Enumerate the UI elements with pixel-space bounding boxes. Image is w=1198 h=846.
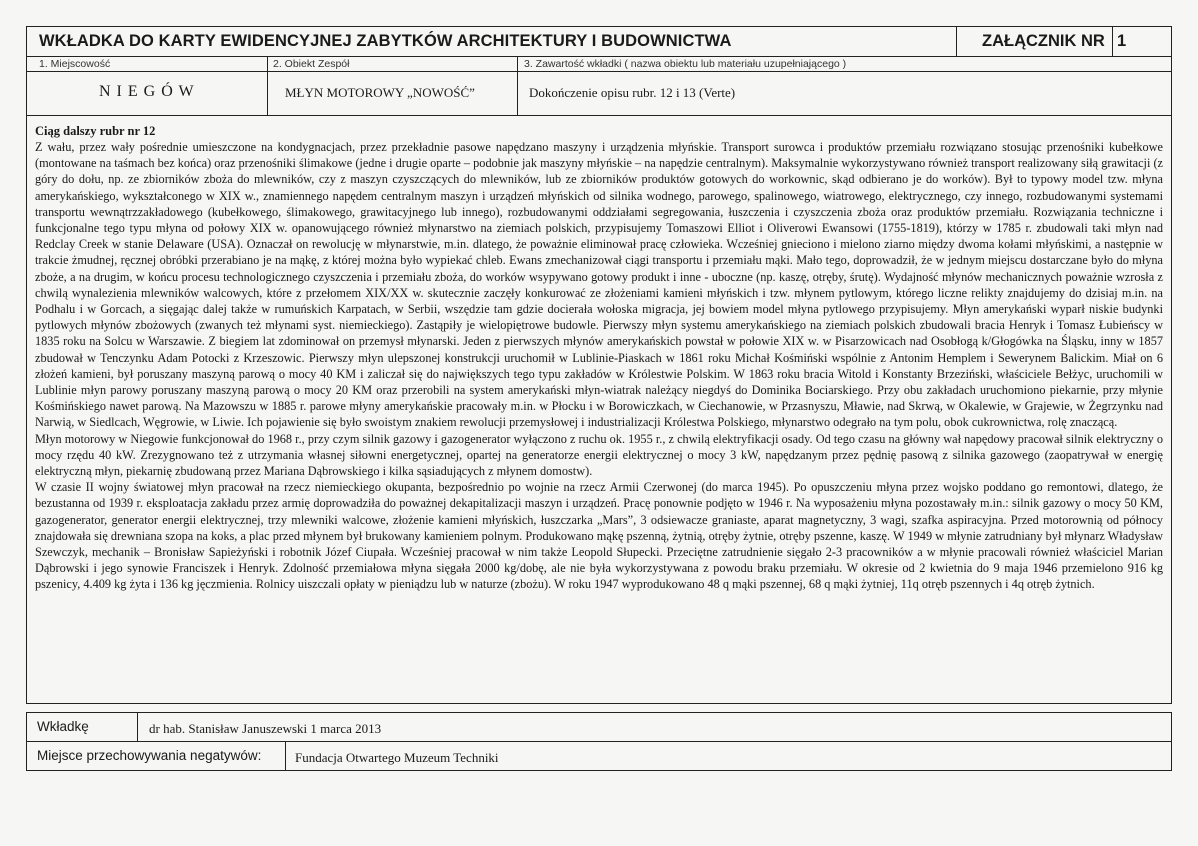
body-heading: Ciąg dalszy rubr nr 12 xyxy=(35,124,156,138)
footer-negatives-row xyxy=(26,741,1172,771)
footer-divider-2 xyxy=(285,742,286,770)
fields-divider-2 xyxy=(517,57,518,115)
body-paragraph: Z wału, przez wały pośrednie umieszczone na kondygnacjach, przez przekładnie pasowe napędzano maszyny i urządzenia młyńskie. Transport surowca i produktów przemiału rozwiązano stosując przenośniki kubełkowe (montowane na taśmach bez końca) oraz przenośniki ślimakowe (jedne i drugie oparte – podobnie jak maszyny młyńskie – na napędzie centralnym). Maksymalnie wykorzystywano również transport realizowany siłą grawitacji (z góry do dołu, np. ze zbiorników zboża do mlewników, czy z maszyn czyszczących do mlewników, lub ze zbiorników produktów gotowych do workownic, skąd odbierano je do worków). Był to typowy model tzw. młyna amerykańskiego, wykształconego w XIX w., znamiennego napędem centralnym maszyn i urządzeń młyńskich od silnika wodnego, parowego, spalinowego, wiatrowego, elektrycznego, czy innego, rozbudowanymi systemami transportu wewnątrzzakładowego (kubełkowego, ślimakowego, grawitacyjnego lub innego), rozbudowanymi oddziałami segregowania, łuszczenia i czyszczenia zboża oraz produktów przemiału. Rozwiązania techniczne i funkcjonalne tego typu młyna od połowy XIX w. opanowującego również młynarstwo na ziemiach polskich, przypisujemy Tomaszowi Elliot i Oliverowi Ewansowi (1755-1819), którzy w 1785 r. zbudowali taki młyn nad Redclay Creek w stanie Delaware (USA). Oznaczał on rewolucję w młynarstwie, m.in. dlatego, że poważnie eliminował pracę człowieka. Wcześniej gnieciono i mielono ziarno między dwoma kołami młyńskimi, a następnie w trakcie żmudnej, ręcznej obróbki przerabiano je na mąkę, z której można było wypiekać chleb. Ewans zmechanizował ciągi transportu i przemiału mąki. Mało tego, doprowadził, że w jednym miejscu dostarczane było do młyna zboże, a na drugim, w końcu procesu technologicznego czyszczenia i przemiału zboża, do worków wsypywano gotowy produkt i inne - uboczne (np. kaszę, otręby, śrutę). Wydajność młynów mechanicznych poważnie wzrosła z chwilą wynalezienia mlewników walcowych, które z przełomem XIX/XX w. skutecznie zaczęły konkurować ze złożeniami kamieni młyńskich i tzw. młynem pytlowym, którego liczne relikty znajdujemy do dzisiaj m.in. na Podhalu i w Gorcach, a sięgając dalej także w rumuńskich Karpatach, w Serbii, wszędzie tam gdzie docierała wołoska migracja, jej bowiem model młyna pytlowego przypisujemy. Młyn amerykański wyparł niskie budynki pytlowych młynów zbożowych (zwanych też młynami syst. niemieckiego). Zastąpiły je wielopiętrowe budowle. Pierwszy młyn systemu amerykańskiego na ziemiach polskich zbudowali bracia Henryk i Tomasz Łubieńscy w 1835 roku na Solcu w Warszawie. Z biegiem lat zdominował on przemysł młynarski. Jeden z pierwszych młynów amerykańskich powstał w połowie XIX w. w Pisarzowicach nad Osobłogą k/Głogówka na Śląsku, inny w 1857 zbudował w Tenczynku Adam Potocki z Krzeszowic. Pierwszy młyn ulepszonej konstrukcji uruchomił w Lublinie-Piaskach w 1861 roku Michał Kośmiński wspólnie z Antonim Hemplem i Sewerynem Balickim. Miał on 6 złożeń kamieni, był poruszany maszyną parową o mocy 40 KM i zaliczał się do największych tego typu zakładów w Królestwie Polskim. W 1863 roku bracia Witold i Konstanty Brzeziński, właściciele Bełżyc, uruchomili w Lublinie młyn parowy poruszany maszyną parową o mocy 20 KM oraz przerobili na system amerykański młyn-wiatrak należący niegdyś do Dominika Bociarskiego. Przy obu zakładach uruchomiono piekarnie, przy młynie Kośmińskiego nawet parową. Na Mazowszu w 1885 r. parowe młyny amerykańskie pracowały m.in. w Płocku i w Borowiczkach, w Ciechanowie, w Przasnyszu, Mławie, nad Skrwą, w Okalewie, w Grajewie, w Żegrzynku nad Narwią, w Siedlcach, Węgrowie, w Liwie. Ich pojawienie się było swoistym znakiem rewolucji przemysłowej i industrializacji Królestwa Polskiego, młynarstwo odegrało na tym polu, obok cukrownictwa, rolę znaczącą. xyxy=(35,140,1163,430)
object-value: MŁYN MOTOROWY „NOWOŚĆ” xyxy=(285,85,475,100)
negatives-label: Miejsce przechowywania negatywów: xyxy=(37,748,262,763)
locality-value: N I E G Ó W xyxy=(99,83,195,100)
footer-insert-row xyxy=(26,712,1172,742)
header-divider xyxy=(956,27,957,56)
negatives-value: Fundacja Otwartego Muzeum Techniki xyxy=(295,750,499,765)
body-paragraph: W czasie II wojny światowej młyn pracował na rzecz niemieckiego okupanta, bezpośrednio po wojnie na rzecz Armii Czerwonej (do marca 1945). Po opuszczeniu młyna przez wojsko poddano go remontowi, dlatego, że bezustanna od 1939 r. eksploatacja zakładu przez armię doprowadziła do poważnej dekapitalizacji maszyn i urządzeń. Pracę ponownie podjęto w 1946 r. Na wyposażeniu młyna pozostawały m.in.: silnik gazowy o mocy 50 KM, gazogenerator, generator energii elektrycznej, trzy mlewniki walcowe, złożenie kamieni młyńskich, łuszczarka „Mars”, 3 odsiewacze graniaste, aparat magnetyczny, 3 wagi, szafka aspiracyjna. Przed motorownią od północy znajdowała się drewniana szopa na koks, a plac przed młynem był brukowany kamieniem polnym. Produkowano mąkę pszenną, żytnią, otręby żytnie, otręby pszenne, kaszę. W 1949 w młynie zatrudniany był młynarz Władysław Szewczyk, mechanik – Bronisław Sapieżyński i robotnik Józef Ciupała. Wcześniej pracował w nim także Leopold Słupecki. Przeciętne zatrudnienie sięgało 2-3 pracowników a w młynie pracowali również właściciel Marian Dąbrowski i jego synowie Franciszek i Henryk. Zdolność przemiałowa młyna sięgała 2000 kg/dobę, ale nie była wykorzystywana z powodu braku przemiału. W okresie od 2 kwietnia do 9 maja 1946 przemielono 916 kg pszenicy, 4.409 kg żyta i 136 kg jęczmienia. Rolnicy uiszczali opłaty w pieniądzu lub w naturze (zbożu). W roku 1947 wyprodukowano 48 q mąki pszennej, 68 q mąki żytniej, 11q otręb pszennych i 4q otręb żytnich. xyxy=(35,480,1163,592)
header-row xyxy=(26,26,1172,57)
content-label: 3. Zawartość wkładki ( nazwa obiektu lub materiału uzupełniającego ) xyxy=(524,58,847,70)
fields-row xyxy=(26,56,1172,116)
content-value: Dokończenie opisu rubr. 12 i 13 (Verte) xyxy=(529,85,736,100)
fields-label-divider xyxy=(27,71,1171,72)
body-text xyxy=(35,139,1163,593)
form-title: WKŁADKA DO KARTY EWIDENCYJNEJ ZABYTKÓW ARCHITEKTURY I BUDOWNICTWA xyxy=(39,32,732,50)
attachment-number: 1 xyxy=(1117,32,1127,50)
body-section xyxy=(26,115,1172,704)
insert-label: Wkładkę xyxy=(37,719,89,734)
fields-divider-1 xyxy=(267,57,268,115)
body-paragraph: Młyn motorowy w Niegowie funkcjonował do 1968 r., przy czym silnik gazowy i gazogenerator wyłączono z ruchu ok. 1955 r., z chwilą elektryfikacji osady. Od tego czasu na główny wał napędowy pracował silnik elektryczny o mocy rzędu 40 kW. Zrezygnowano też z utrzymania własnej siłowni energetycznej, opartej na generatorze energii elektrycznej o mocy 3 kW, napędzanym przez pędnię pasową z silnika gazowego (zaopatrywał w energię elektryczną młyn, piekarnię zbudowaną przez Mariana Dąbrowskiego i kilka sąsiadujących z młynem domostw). xyxy=(35,431,1163,479)
footer-divider-1 xyxy=(137,713,138,741)
insert-value: dr hab. Stanisław Januszewski 1 marca 2013 xyxy=(149,721,382,736)
header-divider-number xyxy=(1112,27,1113,56)
object-label: 2. Obiekt Zespół xyxy=(273,58,350,70)
locality-label: 1. Miejscowość xyxy=(39,58,111,70)
attachment-label: ZAŁĄCZNIK NR xyxy=(982,32,1105,50)
